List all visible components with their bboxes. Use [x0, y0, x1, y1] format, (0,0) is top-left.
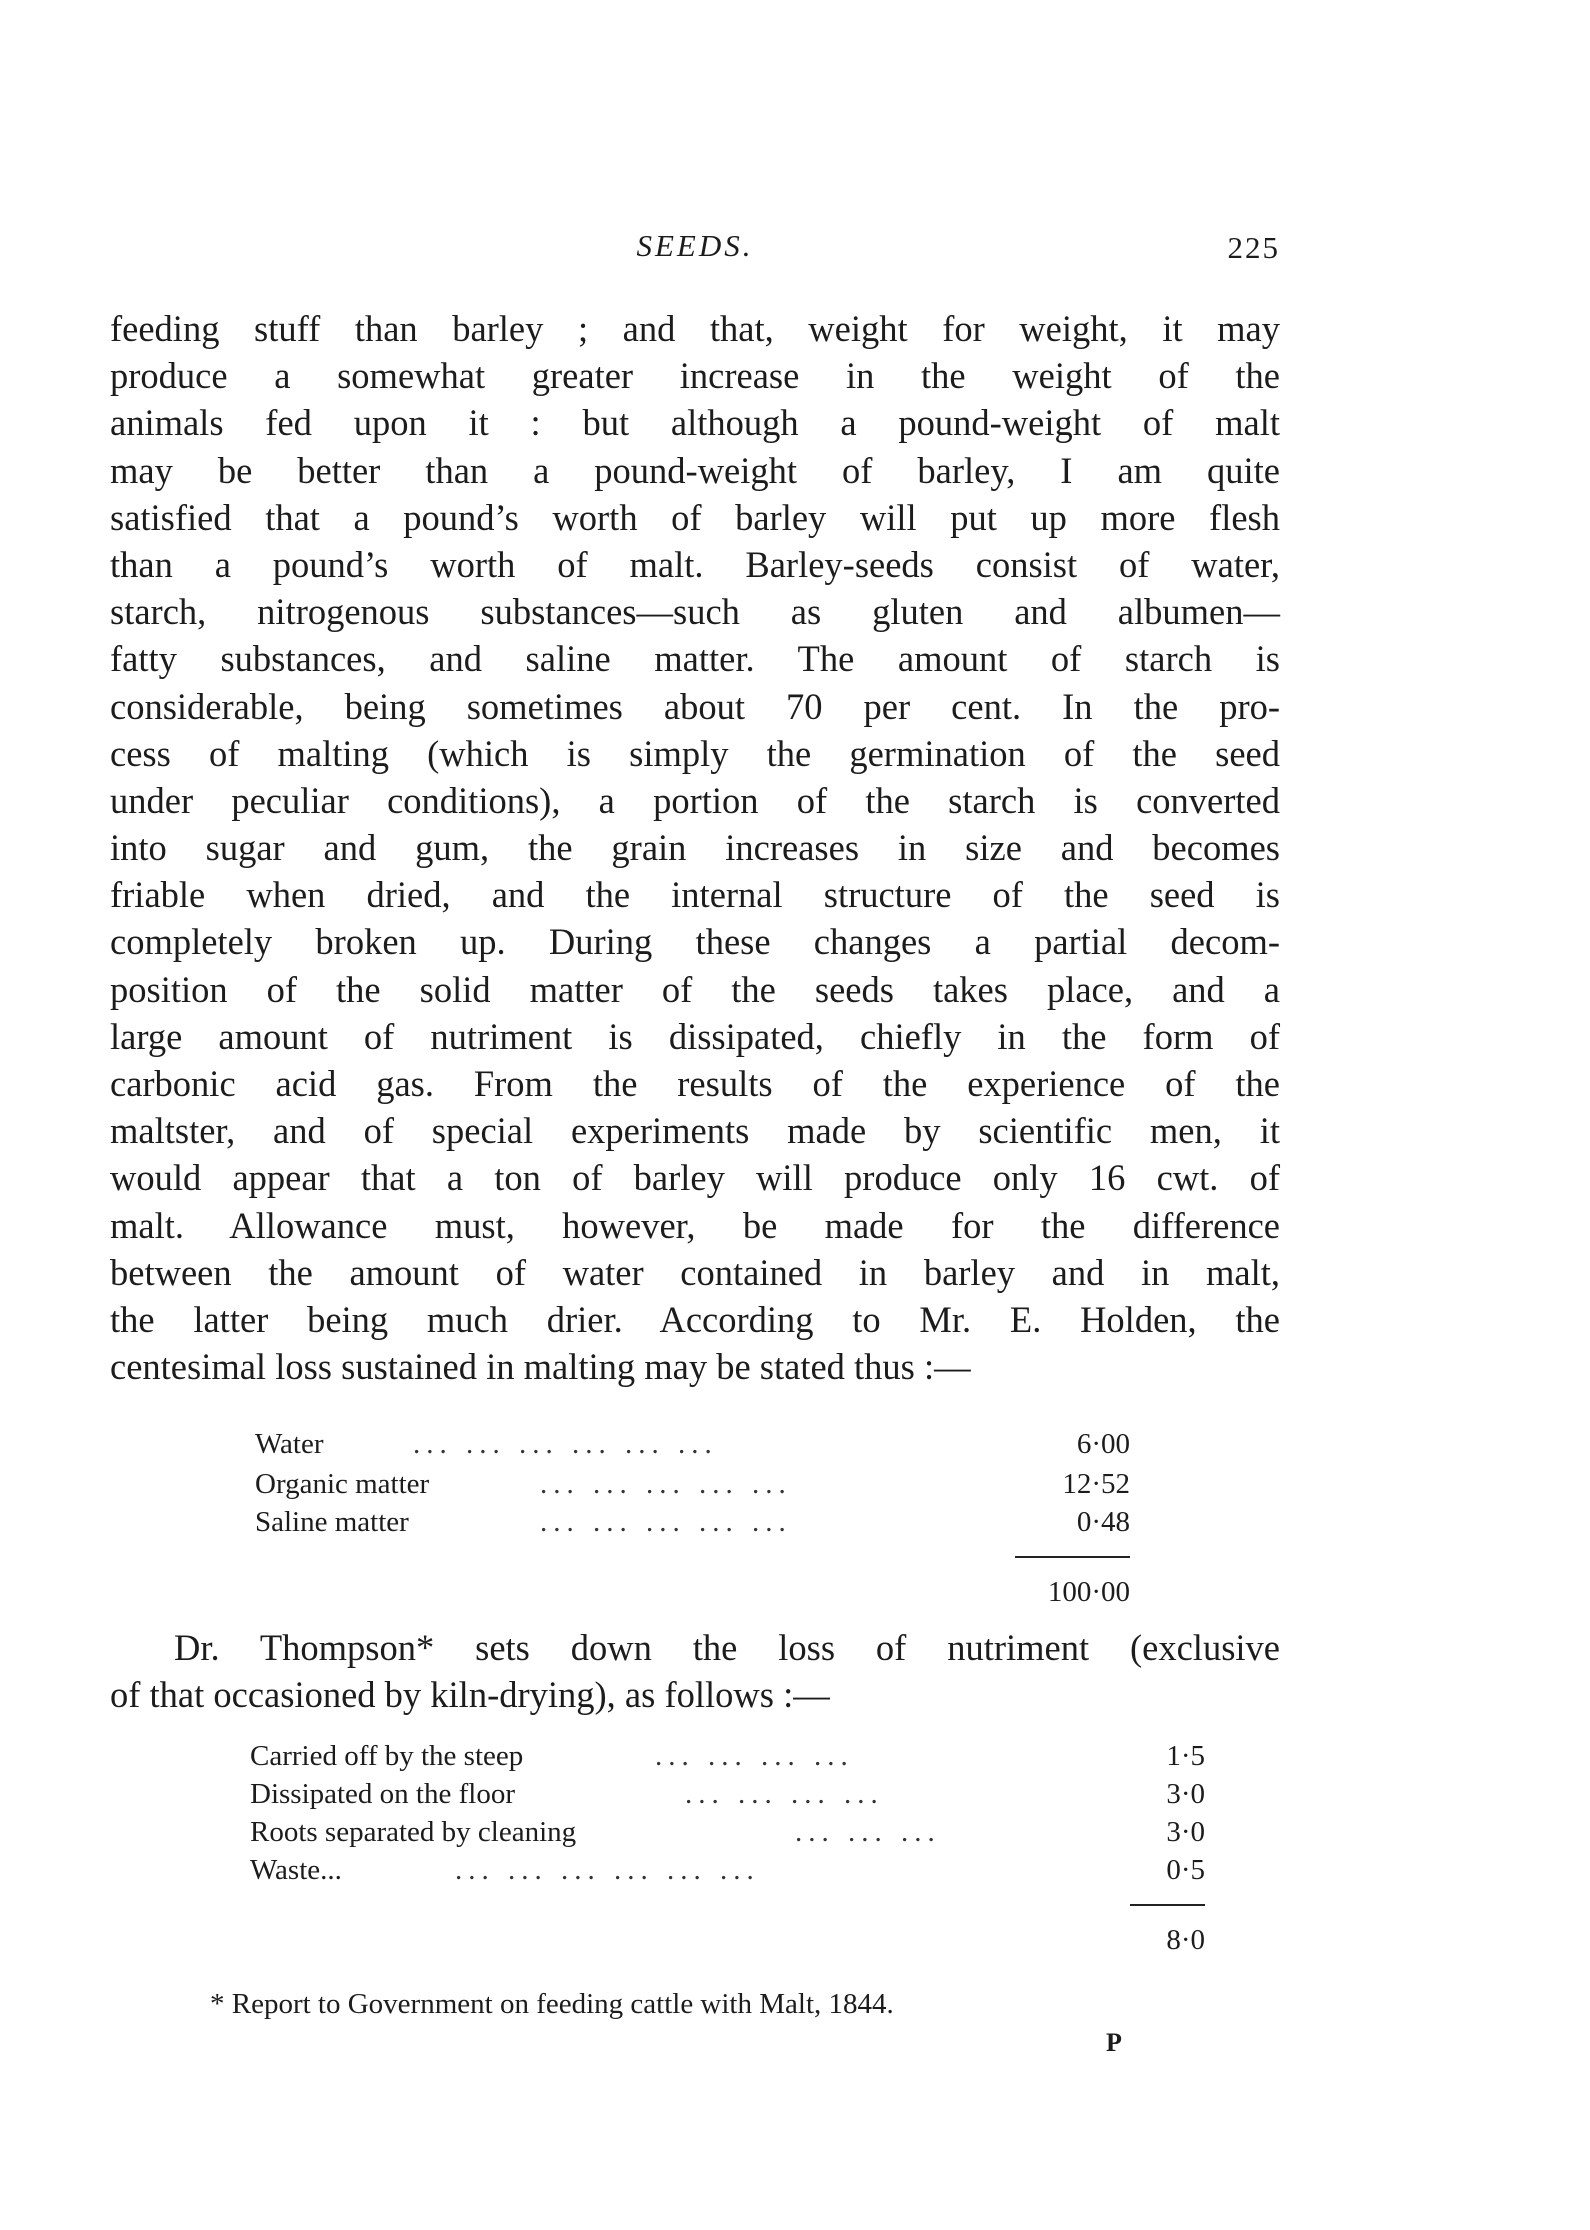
row-label: Carried off by the steep [250, 1740, 524, 1772]
dot-leaders: ... ... ... [795, 1816, 941, 1848]
row-value: 1·5 [1166, 1740, 1205, 1772]
nutriment-loss-table [250, 1740, 1205, 1970]
table-row [250, 1778, 1205, 1816]
table-row [250, 1816, 1205, 1854]
text-line: the latter being much drier. According to Mr. E. Holden, the [110, 1298, 1280, 1340]
row-value: 0·48 [1076, 1506, 1130, 1538]
text-line: starch, nitrogenous substances—such as gluten and albumen— [110, 591, 1280, 633]
text-line: carbonic acid gas. From the results of the experience of the [110, 1063, 1280, 1104]
dot-leaders: ... ... ... ... [655, 1740, 854, 1772]
footnote: * Report to Government on feeding cattle with Malt, 1844. [210, 1988, 894, 2020]
table-row [250, 1854, 1205, 1892]
row-label: Roots separated by cleaning [250, 1816, 577, 1848]
row-value: 12·52 [1062, 1468, 1130, 1500]
row-label: Waste... [250, 1854, 342, 1886]
table-row [255, 1428, 1130, 1466]
text-line: may be better than a pound-weight of barley, I am quite [110, 449, 1280, 491]
row-label: Organic matter [255, 1468, 430, 1500]
text-line: between the amount of water contained in barley and in malt, [110, 1251, 1280, 1293]
sum-rule [1015, 1556, 1130, 1558]
text-line: centesimal loss sustained in malting may be stated thus :— [110, 1346, 971, 1388]
paragraph-2 [110, 1624, 1280, 1718]
text-line: Dr. Thompson* sets down the loss of nutriment (exclusive [174, 1627, 1280, 1668]
table-total: 100·00 [1047, 1576, 1130, 1608]
sum-rule [1130, 1904, 1205, 1906]
dot-leaders: ... ... ... ... ... ... [413, 1428, 718, 1460]
text-line: into sugar and gum, the grain increases in size and becomes [110, 827, 1280, 869]
text-line: cess of malting (which is simply the germination of the seed [110, 732, 1280, 774]
text-line: completely broken up. During these changes a partial decom- [110, 921, 1280, 963]
row-label: Water [255, 1428, 324, 1460]
table-row [255, 1468, 1130, 1506]
paragraph-1 [110, 305, 1280, 1390]
running-head [110, 228, 1280, 272]
text-line: fatty substances, and saline matter. The amount of starch is [110, 638, 1280, 680]
dot-leaders: ... ... ... ... ... [540, 1468, 792, 1500]
text-line: would appear that a ton of barley will produce only 16 cwt. of [110, 1157, 1280, 1199]
text-line: feeding stuff than barley ; and that, weight for weight, it may [110, 308, 1280, 349]
table-row [250, 1740, 1205, 1778]
row-label: Saline matter [255, 1506, 409, 1538]
text-line: friable when dried, and the internal structure of the seed is [110, 874, 1280, 916]
row-value: 0·5 [1166, 1854, 1205, 1886]
row-value: 3·0 [1166, 1816, 1205, 1848]
text-line: considerable, being sometimes about 70 per cent. In the pro- [110, 685, 1280, 727]
text-line: of that occasioned by kiln-drying), as follows :— [110, 1674, 830, 1715]
dot-leaders: ... ... ... ... ... ... [455, 1854, 760, 1886]
running-head-title: SEEDS. [636, 228, 754, 263]
row-value: 3·0 [1166, 1778, 1205, 1810]
table-row [255, 1506, 1130, 1544]
text-line: produce a somewhat greater increase in the weight of the [110, 355, 1280, 397]
table-total: 8·0 [1166, 1924, 1205, 1956]
text-line: under peculiar conditions), a portion of the starch is converted [110, 779, 1280, 821]
row-label: Dissipated on the floor [250, 1778, 515, 1810]
text-line: satisfied that a pound’s worth of barley will put up more flesh [110, 496, 1280, 538]
dot-leaders: ... ... ... ... ... [540, 1506, 792, 1538]
text-line: than a pound’s worth of malt. Barley-seeds consist of water, [110, 543, 1280, 585]
text-line: malt. Allowance must, however, be made for the difference [110, 1204, 1280, 1246]
page-number: 225 [1227, 230, 1280, 265]
row-value: 6·00 [1076, 1428, 1130, 1460]
signature-mark: P [1106, 2028, 1122, 2057]
dot-leaders: ... ... ... ... [685, 1778, 884, 1810]
text-line: large amount of nutriment is dissipated, chiefly in the form of [110, 1015, 1280, 1057]
malting-loss-table [255, 1428, 1130, 1618]
text-line: animals fed upon it : but although a pound-weight of malt [110, 402, 1280, 444]
text-line: position of the solid matter of the seeds takes place, and a [110, 968, 1280, 1010]
text-line: maltster, and of special experiments made by scientific men, it [110, 1110, 1280, 1152]
